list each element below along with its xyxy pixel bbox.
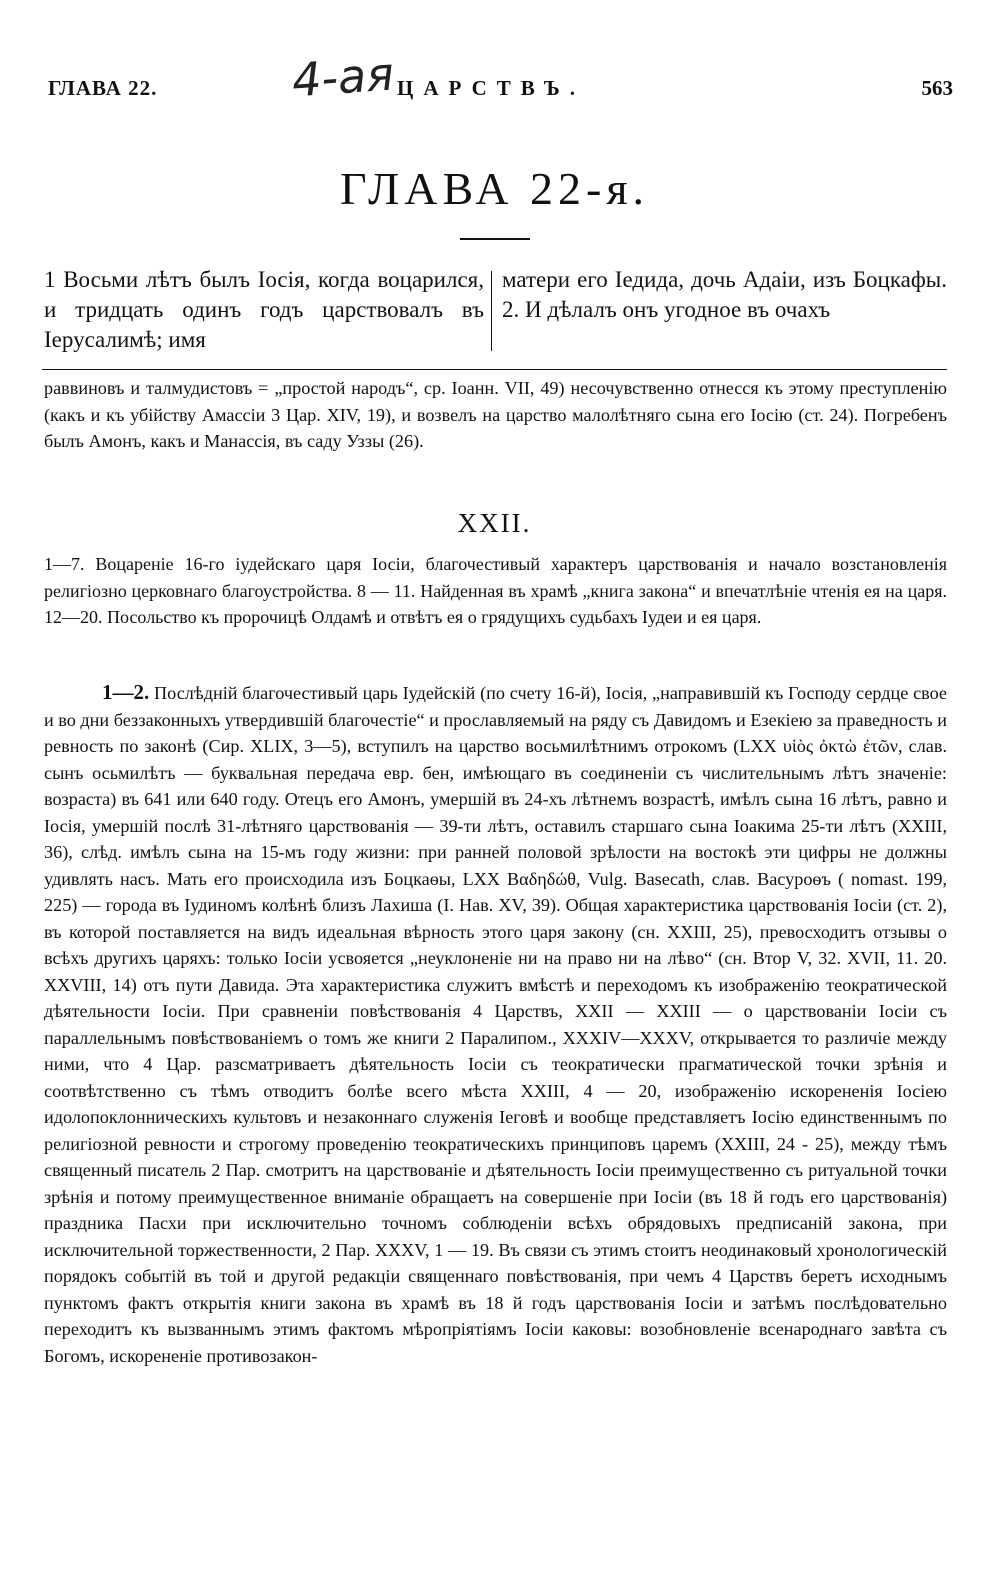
commentary-main-text: Послѣдній благочестивый царь Іудейскій (по счету 16-й), Іосія, „направившій къ Господу сердце свое и во дни беззаконныхъ утвердившій благочестіе“ и прославляемый на ряду съ Давидомъ и Езекіею за праведность и ревность по законѣ (Сир. XLIX, 3—5), вступилъ на царство восьмилѣтнимъ отрокомъ (LXX υἱὸς ὀκτὼ ἐτῶν, слав. сынъ осьмилѣтъ — буквальная передача евр. бен, имѣющаго въ соединеніи съ числительнымъ лѣтъ значеніе: возраста) въ 641 или 640 году. Отецъ его Амонъ, умершій въ 24-хъ лѣтнемъ возрастѣ, имѣлъ сына 16 лѣтъ, равно и Іосія, умершій послѣ 31-лѣтняго царствованія — 39-ти лѣтъ, оставилъ старшаго сына Іоакима 25-ти лѣтъ (XXIII, 36), слѣд. имѣлъ сына на 15-мъ году жизни: при ранней половой зрѣлости на востокѣ эти цифры не должны удивлять насъ. Мать его происходила изъ Боцкаѳы, LXX Βαδηδώθ, Vulg. Basecath, слав. Васуроѳъ ( nomast. 199, 225) — города въ Іудиномъ колѣнѣ близъ Лахиша (I. Нав. XV, 39). Общая характеристика царствованія Іосіи (ст. 2), въ которой поставляется на видъ идеальная вѣрность этого царя закону (сн. XXIII, 25), превосходитъ отзывы о всѣхъ другихъ царяхъ: только Іосіи усвояется „неуклоненіе ни на право ни на лѣво“ (сн. Втор V, 32. XVII, 11. 20. XXVIII, 14) отъ пути Давида. Эта характеристика служитъ вмѣстѣ и переходомъ къ изображенію теократической дѣятельности Іосіи. При сравненіи повѣствованія 4 Царствъ, XXII — XXIII — о царствованіи Іосіи съ параллельнымъ повѣствованіемъ о томъ же книги 2 Паралипом., XXXIV—XXXV, открывается то различіе между ними, что 4 Цар. разсматриваетъ дѣятельность Іосіи съ теократически прагматической точки зрѣнія и соотвѣтственно съ тѣмъ отводитъ болѣе всего мѣста XXIII, 4 — 20, изображенію искорененія Іосіею идолопоклонническихъ культовъ и незаконнаго служенія Іеговѣ и вообще представляетъ Іосію единственнымъ по религіозной ревности и строгому проведенію теократическихъ принциповъ царемъ (XXIII, 24 - 25), между тѣмъ священный писатель 2 Пар. смотритъ на царствованіе и дѣятельность Іосіи преимущественно съ ритуальной точки зрѣнія и потому преимущественное вниманіе обращаетъ на совершеніе при Іосіи (въ 18 й годъ его царствованія) праздника Пасхи при исключительно точномъ соблюденіи всѣхъ обрядовыхъ предписаній закона, при исключительной торжественности, 2 Пар. XXXV, 1 — 19. Въ связи съ этимъ стоитъ неодинаковый хронологическій порядокъ событій въ той и другой редакціи священнаго повѣствованія, при чемъ 4 Царствъ беретъ исходнымъ пунктомъ фактъ открытія книги закона въ храмѣ въ 18 й годъ царствованія Іосіи и затѣмъ послѣдовательно переходитъ къ вызваннымъ этимъ фактомъ мѣропріятіямъ Іосіи каковы: возобновленіе всенароднаго завѣта съ Богомъ, искорененіе противозакон- — [44, 683, 947, 1366]
page-number: 563 — [921, 76, 953, 100]
handwritten-annotation: 4-ая — [290, 46, 396, 108]
commentary-main — [44, 679, 947, 1369]
verse-reference: 1—2. — [102, 680, 150, 704]
section-numeral: XXII. — [457, 508, 532, 538]
running-head-chapter: ГЛАВА 22. — [48, 76, 158, 100]
scripture-right-column: матери его Іедида, дочь Адаіи, изъ Боцкафы. 2. И дѣлалъ онъ угодное въ очахъ — [502, 267, 947, 322]
book-page — [42, 0, 953, 1587]
commentary-intro: раввиновъ и талмудистовъ = „простой народъ“, ср. Іоанн. VII, 49) несочувственно отнесся къ этому преступленію (какъ и къ убійству Амассіи 3 Цар. XIV, 19), и возвелъ на царство малолѣтняго сына его Іосію (ст. 24). Погребенъ былъ Амонъ, какъ и Манассія, въ саду Уззы (26). — [44, 378, 947, 451]
title-rule — [460, 238, 530, 240]
column-divider — [491, 271, 492, 351]
section-summary: 1—7. Воцареніе 16-го іудейскаго царя Іосіи, благочестивый характеръ царствованія и начало возстановленія религіозно церковнаго благоустройства. 8 — 11. Найденная въ храмѣ „книга закона“ и впечатлѣніе чтенія ея на царя. 12—20. Посольство къ пророчицѣ Олдамѣ и отвѣтъ ея о грядущихъ судьбахъ Іудеи и ея царя. — [44, 554, 947, 627]
scripture-rule — [42, 369, 947, 370]
running-head — [42, 46, 953, 112]
scripture-text — [42, 265, 947, 381]
running-head-book: ЦАРСТВЪ. — [397, 76, 585, 100]
scripture-left-column: 1 Восьми лѣтъ былъ Іосія, когда воцарился, и тридцать одинъ годъ царствовалъ въ Іерусалимѣ; имя — [44, 267, 484, 352]
chapter-title: ГЛАВА 22-я. — [339, 163, 650, 214]
